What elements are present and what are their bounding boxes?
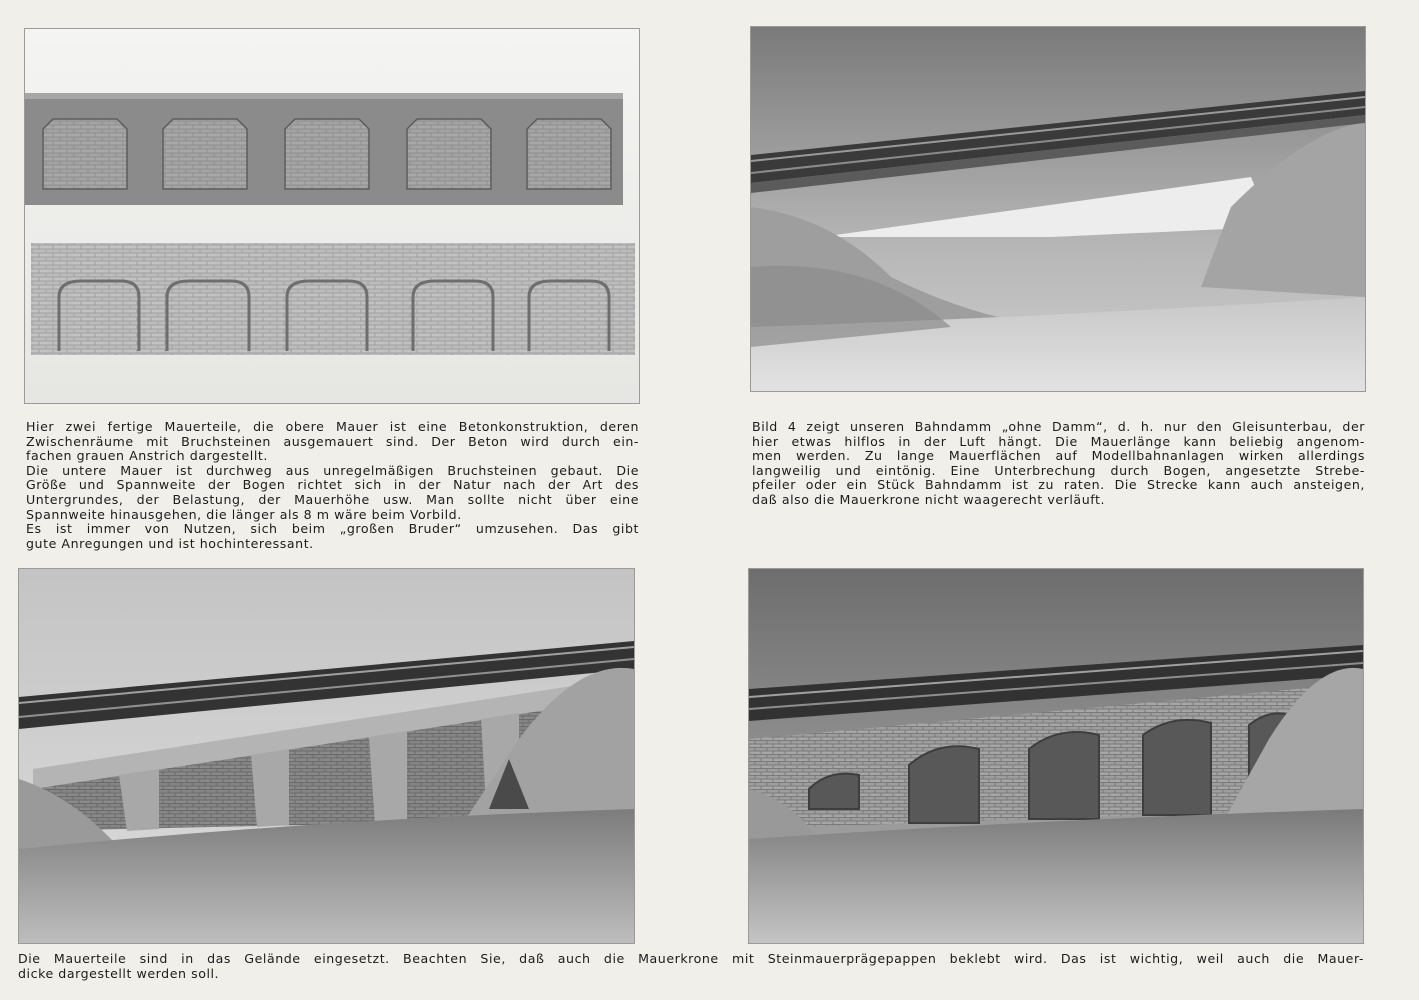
- wall-panels-illustration: [25, 29, 639, 403]
- caption-line: Es ist immer von Nutzen, sich beim „großen Bruder“ umzusehen. Das gibt: [26, 521, 639, 537]
- caption-walls-in-landscape: [18, 952, 1364, 981]
- photo-wall-panels: [24, 28, 640, 404]
- caption-line: Die untere Mauer ist durchweg aus unregelmäßigen Bruchsteinen gebaut. Die: [26, 462, 639, 478]
- caption-line: Die Mauerteile sind in das Gelände eingesetzt. Beachten Sie, daß auch die Mauerkrone mit Steinmauerprägepappen beklebt wird. Das ist wichtig, weil auch die Mauer-: [18, 951, 1364, 966]
- photo-concrete-wall-landscape: [18, 568, 635, 944]
- caption-line: Bild 4 zeigt unseren Bahndamm „ohne Damm“, d. h. nur den Gleisunterbau, der: [752, 419, 1365, 434]
- photo-stone-wall-landscape: [748, 568, 1364, 944]
- photo-track-bed: [750, 26, 1366, 392]
- caption-line: hier etwas hilflos in der Luft hängt. Die Mauerlänge kann beliebig angenom-: [752, 433, 1365, 449]
- concrete-wall-illustration: [19, 569, 634, 943]
- caption-line: Größe und Spannweite der Bogen richtet sich in der Natur nach der Art des: [26, 477, 639, 493]
- caption-line: gute Anregungen und ist hochinteressant.: [26, 535, 314, 551]
- caption-line: Spannweite hinausgehen, die länger als 8 m wäre beim Vorbild.: [26, 506, 462, 522]
- caption-track-bed: [752, 420, 1365, 508]
- caption-line: dicke dargestellt werden soll.: [18, 965, 220, 981]
- caption-line: Hier zwei fertige Mauerteile, die obere Mauer ist eine Betonkonstruktion, deren: [26, 419, 639, 434]
- caption-line: daß also die Mauerkrone nicht waagerecht verläuft.: [752, 491, 1106, 507]
- caption-line: men werden. Zu lange Mauerflächen auf Modellbahnanlagen wirken allerdings: [752, 448, 1365, 464]
- track-bed-illustration: [751, 27, 1365, 391]
- caption-line: pfeiler oder ein Stück Bahndamm ist zu raten. Die Strecke kann auch ansteigen,: [752, 477, 1365, 493]
- caption-line: langweilig und eintönig. Eine Unterbrechung durch Bogen, angesetzte Strebe-: [752, 462, 1365, 478]
- caption-line: fachen grauen Anstrich dargestellt.: [26, 448, 268, 464]
- caption-line: Untergrundes, der Belastung, der Mauerhöhe usw. Man sollte nicht über eine: [26, 491, 639, 507]
- caption-line: Zwischenräume mit Bruchsteinen ausgemauert sind. Der Beton wird durch ein-: [26, 433, 639, 449]
- stone-wall-illustration: [749, 569, 1363, 943]
- caption-wall-panels: [26, 420, 639, 551]
